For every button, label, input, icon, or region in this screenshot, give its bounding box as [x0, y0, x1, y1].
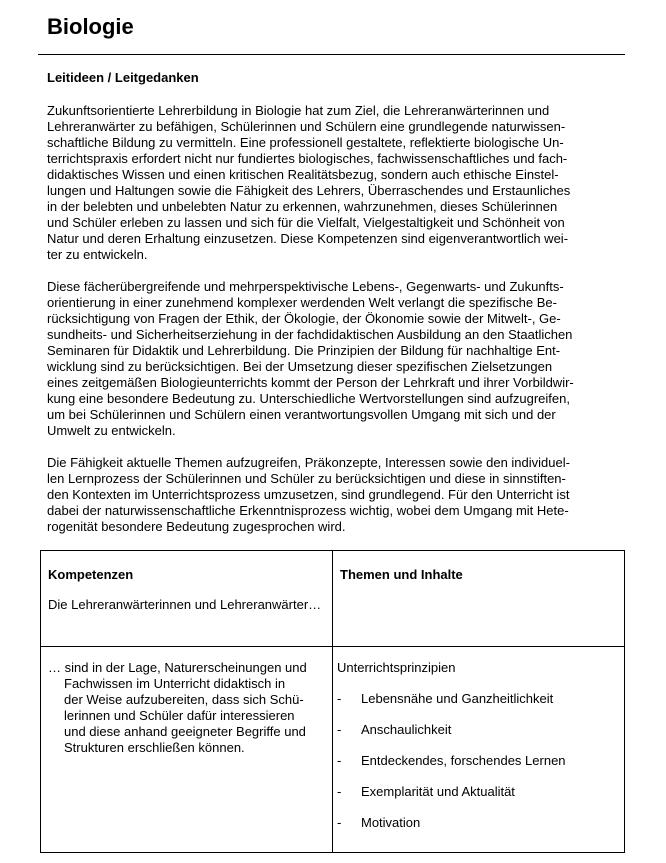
paragraph-leitideen-1 — [47, 103, 622, 263]
text-line: und diese anhand geeigneter Begriffe und — [64, 724, 306, 739]
text-line: sundheits- und Sicherheitserziehung in der fachdidaktischen Ausbildung an den Staatlichen — [47, 327, 573, 342]
table-row — [41, 647, 625, 853]
text-line: Lehreranwärter zu befähigen, Schülerinnen und Schülern eine grundlegende naturwissen- — [47, 119, 566, 134]
text-line: Natur und deren Erhaltung einzusetzen. Diese Kompetenzen sind eigenverantwortlich wei- — [47, 231, 569, 246]
text-line: um bei Schülerinnen und Schülern einen verantwortungsvollen Umgang mit sich und der — [47, 407, 556, 422]
section-heading: Leitideen / Leitgedanken — [47, 70, 199, 85]
principle-label: Entdeckendes, forschendes Lernen — [361, 753, 566, 768]
header-title-themen: Themen und Inhalte — [340, 567, 463, 582]
text-line: didaktisches Wissen und einen kritischen Realitätsbezug, sondern auch ethische Einstel- — [47, 167, 559, 182]
text-line: Die Fähigkeit aktuelle Themen aufzugreifen, Präkonzepte, Interessen sowie den individuel- — [47, 455, 570, 470]
header-title-kompetenzen: Kompetenzen — [48, 567, 134, 582]
text-line: lerinnen und Schüler dafür interessieren — [64, 708, 295, 723]
topics-cell — [333, 647, 625, 853]
text-line: ter zu entwickeln. — [47, 247, 148, 262]
text-line: dabei der naturwissenschaftliche Erkenntnisprozess wichtig, wobei dem Umgang mit Hete- — [47, 503, 569, 518]
competencies-table — [40, 550, 625, 853]
text-line: lungen und Haltungen sowie die Fähigkeit des Lehrers, Überraschendes und Erstaunliches — [47, 183, 571, 198]
text-line: rücksichtigung von Fragen der Ethik, der Ökologie, der Ökonomie sowie der Mitwelt-, Ge- — [47, 311, 561, 326]
dash-bullet: - — [337, 784, 342, 799]
header-cell-themen — [333, 551, 625, 647]
text-line: der Weise aufzubereiten, dass sich Schü- — [64, 692, 304, 707]
list-item — [337, 691, 620, 707]
list-item — [337, 815, 620, 831]
competency-cell — [41, 647, 333, 853]
text-line: orientierung in einer zunehmend komplexer werdenden Welt verlangt die spezifische Be- — [47, 295, 557, 310]
text-line: rogenität besondere Bedeutung zugesprochen wird. — [47, 519, 346, 534]
text-line: schaftliche Bildung zu vermitteln. Eine professionell gestaltete, reflektierte biologische Un- — [47, 135, 564, 150]
text-line: terrichtspraxis erfordert nicht nur fundiertes biologisches, fachwissenschaftliches und fach- — [47, 151, 568, 166]
table-header-row — [41, 551, 625, 647]
header-cell-kompetenzen — [41, 551, 333, 647]
text-line: … sind in der Lage, Naturerscheinungen und — [48, 660, 307, 675]
page-title: Biologie — [47, 14, 134, 39]
text-line: len Lernprozess der Schülerinnen und Schüler zu berücksichtigen und diese in sinnstiften- — [47, 471, 566, 486]
principle-label: Lebensnähe und Ganzheitlichkeit — [361, 691, 554, 706]
text-line: Fachwissen im Unterricht didaktisch in — [64, 676, 286, 691]
dash-bullet: - — [337, 691, 342, 706]
text-line: eines zeitgemäßen Biologieunterrichts kommt der Person der Lehrkraft und ihrer Vorbildwir- — [47, 375, 574, 390]
header-subtitle: Die Lehreranwärterinnen und Lehreranwärter… — [48, 597, 322, 612]
principle-label: Motivation — [361, 815, 421, 830]
list-item — [337, 753, 620, 769]
dash-bullet: - — [337, 815, 342, 830]
text-line: Strukturen erschließen können. — [64, 740, 245, 755]
list-item — [337, 784, 620, 800]
text-line: Seminaren für Didaktik und Lehrerbildung. Die Prinzipien der Bildung für nachhaltige Ent- — [47, 343, 561, 358]
paragraph-leitideen-3 — [47, 455, 622, 535]
title-divider — [38, 54, 625, 55]
principles-heading: Unterrichtsprinzipien — [337, 660, 456, 675]
paragraph-leitideen-2 — [47, 279, 622, 439]
text-line: Umwelt zu entwickeln. — [47, 423, 176, 438]
text-line: Diese fächerübergreifende und mehrperspektivische Lebens-, Gegenwarts- und Zukunfts- — [47, 279, 564, 294]
text-line: Zukunftsorientierte Lehrerbildung in Biologie hat zum Ziel, die Lehreranwärterinnen und — [47, 103, 550, 118]
text-line: wicklung sind zu berücksichtigen. Bei der Umsetzung dieser spezifischen Zielsetzungen — [47, 359, 553, 374]
text-line: kung eine besondere Bedeutung zu. Unterschiedliche Wertvorstellungen sind aufzugreifen, — [47, 391, 570, 406]
dash-bullet: - — [337, 753, 342, 768]
text-line: den Kontexten im Unterrichtsprozess umzusetzen, sind grundlegend. Für den Unterricht ist — [47, 487, 570, 502]
principle-label: Exemplarität und Aktualität — [361, 784, 515, 799]
list-item — [337, 722, 620, 738]
dash-bullet: - — [337, 722, 342, 737]
text-line: in der belebten und unbelebten Natur zu erkennen, wahrzunehmen, dieses Schülerinnen — [47, 199, 558, 214]
principle-label: Anschaulichkeit — [361, 722, 452, 737]
text-line: und Schüler erleben zu lassen und sich für die Vielfalt, Vielgestaltigkeit und Schönheit von — [47, 215, 565, 230]
